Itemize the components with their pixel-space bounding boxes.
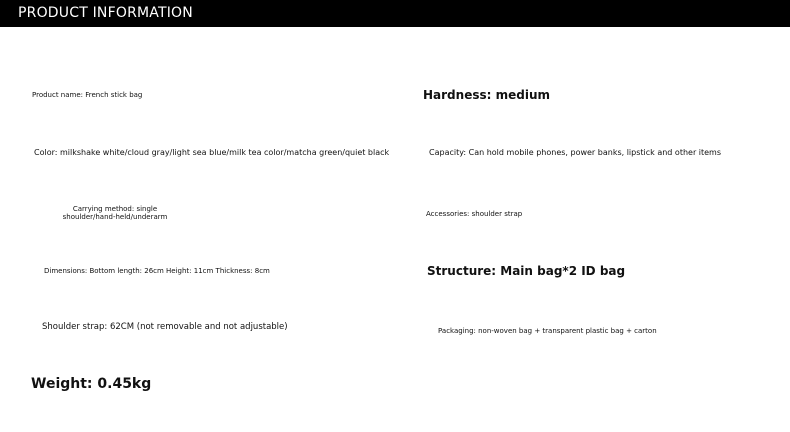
spec-accessories: Accessories: shoulder strap bbox=[426, 210, 523, 218]
spec-packaging: Packaging: non-woven bag + transparent plastic bag + carton bbox=[438, 327, 657, 335]
spec-capacity: Capacity: Can hold mobile phones, power banks, lipstick and other items bbox=[429, 148, 722, 157]
spec-shoulder-strap: Shoulder strap: 62CM (not removable and not adjustable) bbox=[42, 322, 288, 332]
spec-product-name: Product name: French stick bag bbox=[32, 91, 143, 99]
page-title: PRODUCT INFORMATION bbox=[18, 5, 193, 21]
spec-carrying-method-line1: Carrying method: single bbox=[72, 205, 158, 213]
header-bar bbox=[0, 0, 790, 27]
spec-color: Color: milkshake white/cloud gray/light sea blue/milk tea color/matcha green/quiet black bbox=[34, 148, 390, 157]
spec-hardness: Hardness: medium bbox=[423, 88, 550, 102]
spec-carrying-method bbox=[40, 205, 190, 222]
spec-weight: Weight: 0.45kg bbox=[31, 376, 152, 392]
spec-dimensions: Dimensions: Bottom length: 26cm Height: 11cm Thickness: 8cm bbox=[44, 267, 270, 275]
spec-structure: Structure: Main bag*2 ID bag bbox=[427, 264, 626, 278]
spec-carrying-method-line2: shoulder/hand-held/underarm bbox=[62, 213, 168, 222]
